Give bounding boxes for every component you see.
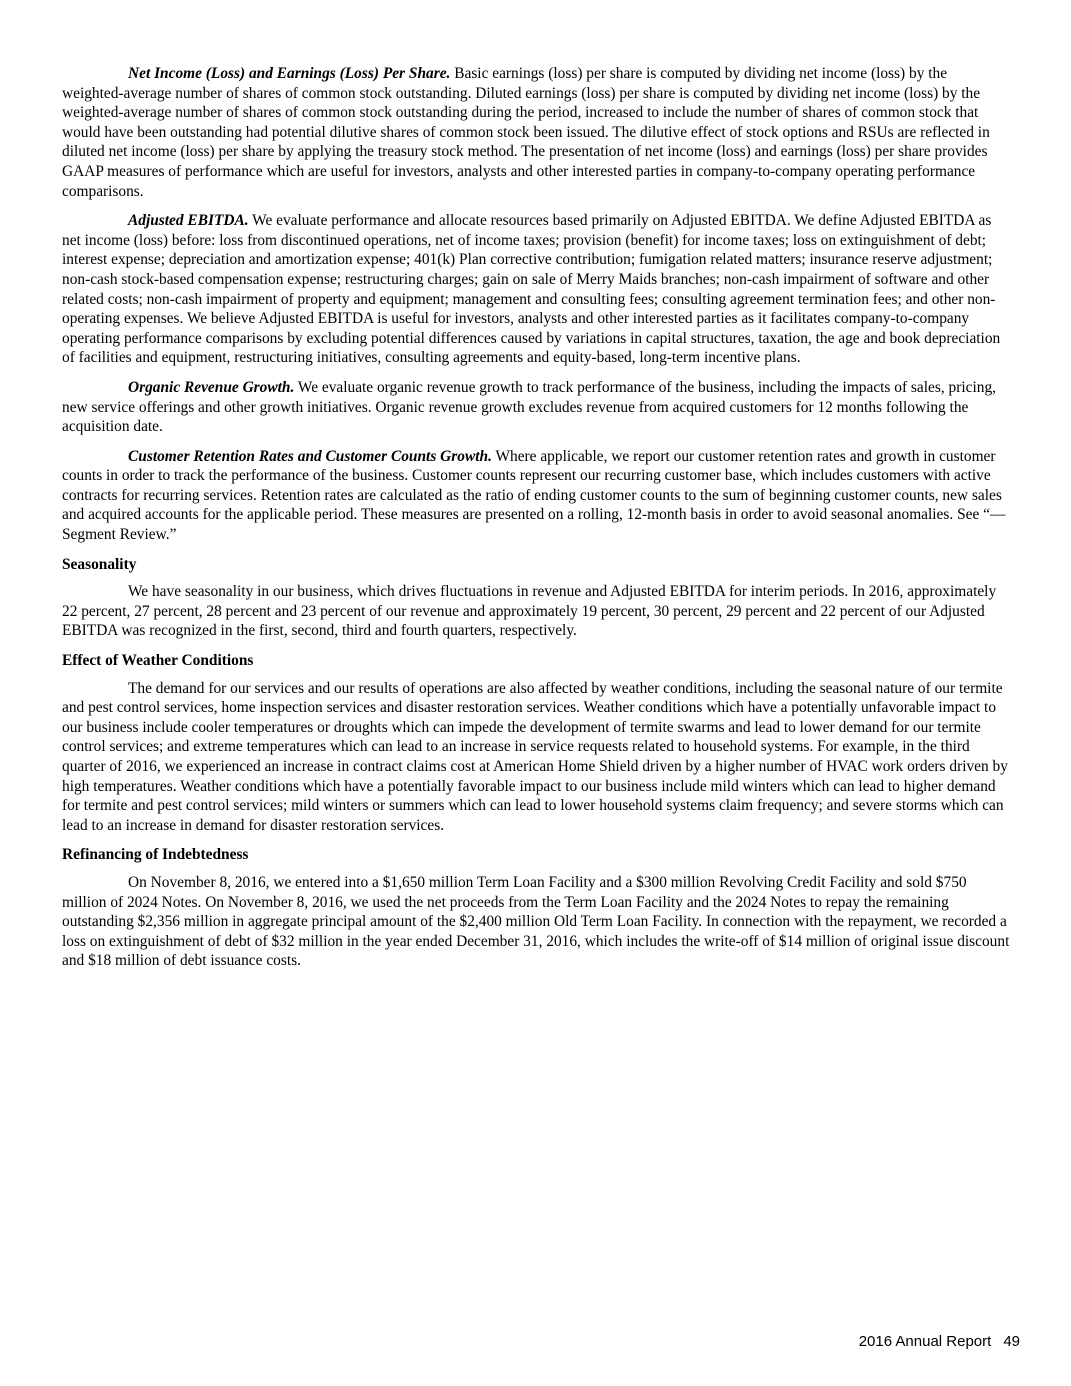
adjusted-ebitda-text: We evaluate performance and allocate resources based primarily on Adjusted EBITDA. We define Adjusted EBITDA as net income (loss) before: loss from discontinued operations, net of income taxes; provision (benefit) for income taxes; loss on extinguishment of debt; interest expense; depreciation and amortization expense; 401(k) Plan corrective contribution; fumigation related matters; insurance reserve adjustment; non-cash stock-based compensation expense; restructuring charges; gain on sale of Merry Maids branches; non-cash impairment of software and other related costs; non-cash impairment of property and equipment; management and consulting fees; consulting agreement termination fees; and other non-operating expenses. We believe Adjusted EBITDA is useful for investors, analysts and other interested parties as it facilitates company-to-company operating performance comparisons by excluding potential differences caused by variations in capital structures, taxation, the age and book depreciation of facilities and equipment, restructuring initiatives, consulting agreements and equity-based, long-term incentive plans. — [62, 212, 1001, 367]
report-title: 2016 Annual Report — [858, 1333, 992, 1350]
organic-revenue-text: We evaluate organic revenue growth to track performance of the business, including the impacts of sales, pricing, new service offerings and other growth initiatives. Organic revenue growth excludes revenue from acquired customers for 12 months following the acquisition date. — [62, 378, 996, 436]
organic-revenue-lead: Organic Revenue Growth. — [128, 378, 295, 396]
page-number: 49 — [1003, 1333, 1020, 1350]
page-footer — [859, 1333, 1020, 1350]
customer-retention-lead: Customer Retention Rates and Customer Counts Growth. — [128, 447, 492, 465]
refinancing-paragraph: On November 8, 2016, we entered into a $1,650 million Term Loan Facility and a $300 million Revolving Credit Facility and sold $750 million of 2024 Notes. On November 8, 2016, we used the net proceeds from the Term Loan Facility and the 2024 Notes to repay the remaining outstanding $2,356 million in aggregate principal amount of the $2,400 million Old Term Loan Facility. In connection with the repayment, we recorded a loss on extinguishment of debt of $32 million in the year ended December 31, 2016, which includes the write-off of $14 million of original issue discount and $18 million of debt issuance costs. — [62, 873, 1010, 970]
seasonality-paragraph: We have seasonality in our business, which drives fluctuations in revenue and Adjusted EBITDA for interim periods. In 2016, approximately 22 percent, 27 percent, 28 percent and 23 percent of our revenue and approximately 19 percent, 30 percent, 29 percent and 22 percent of our Adjusted EBITDA was recognized in the first, second, third and fourth quarters, respectively. — [62, 583, 997, 640]
document-body — [62, 64, 1012, 981]
weather-heading: Effect of Weather Conditions — [62, 652, 254, 670]
customer-retention-text: Where applicable, we report our customer retention rates and growth in customer counts in order to track the performance of the business. Customer counts represent our recurring customer base, which includes customers with active contracts for recurring services. Retention rates are calculated as the ratio of ending customer counts to the sum of beginning customer counts, new sales and acquired accounts for the applicable period. These measures are presented on a rolling, 12-month basis in order to avoid seasonal anomalies. See “—Segment Review.” — [62, 447, 1006, 544]
net-income-paragraph — [62, 64, 1012, 201]
adjusted-ebitda-paragraph — [62, 211, 1012, 368]
adjusted-ebitda-lead: Adjusted EBITDA. — [128, 212, 249, 230]
weather-paragraph: The demand for our services and our results of operations are also affected by weather conditions, including the seasonal nature of our termite and pest control services, home inspection services and disaster restoration services. Weather conditions which have a potentially unfavorable impact to our business include cooler temperatures or droughts which can impede the development of termite swarms and lead to lower demand for our termite control services; and extreme temperatures which can lead to an increase in service requests related to household systems. For example, in the third quarter of 2016, we experienced an increase in contract claims cost at American Home Shield driven by a higher number of HVAC work orders driven by high temperatures. Weather conditions which have a potentially favorable impact to our business include mild winters which can lead to higher demand for termite and pest control services; mild winters or summers which can lead to lower household systems claim frequency; and severe storms which can lead to an increase in demand for disaster restoration services. — [62, 679, 1008, 834]
organic-revenue-paragraph — [62, 378, 1012, 437]
net-income-lead: Net Income (Loss) and Earnings (Loss) Per Share. — [128, 65, 451, 82]
customer-retention-paragraph — [62, 447, 1012, 545]
refinancing-heading: Refinancing of Indebtedness — [62, 846, 249, 864]
seasonality-heading: Seasonality — [62, 555, 137, 573]
net-income-text: Basic earnings (loss) per share is computed by dividing net income (loss) by the weighted-average number of shares of common stock outstanding. Diluted earnings (loss) per share is computed by dividing net income (loss) by the weighted-average number of shares of common stock outstanding during the period, increased to include the number of shares of common stock that would have been outstanding had potential dilutive shares of common stock been issued. The dilutive effect of stock options and RSUs are reflected in diluted net income (loss) per share by applying the treasury stock method. The presentation of net income (loss) and earnings (loss) per share provides GAAP measures of performance which are useful for investors, analysts and other interested parties in company-to-company operating performance comparisons. — [62, 65, 990, 200]
